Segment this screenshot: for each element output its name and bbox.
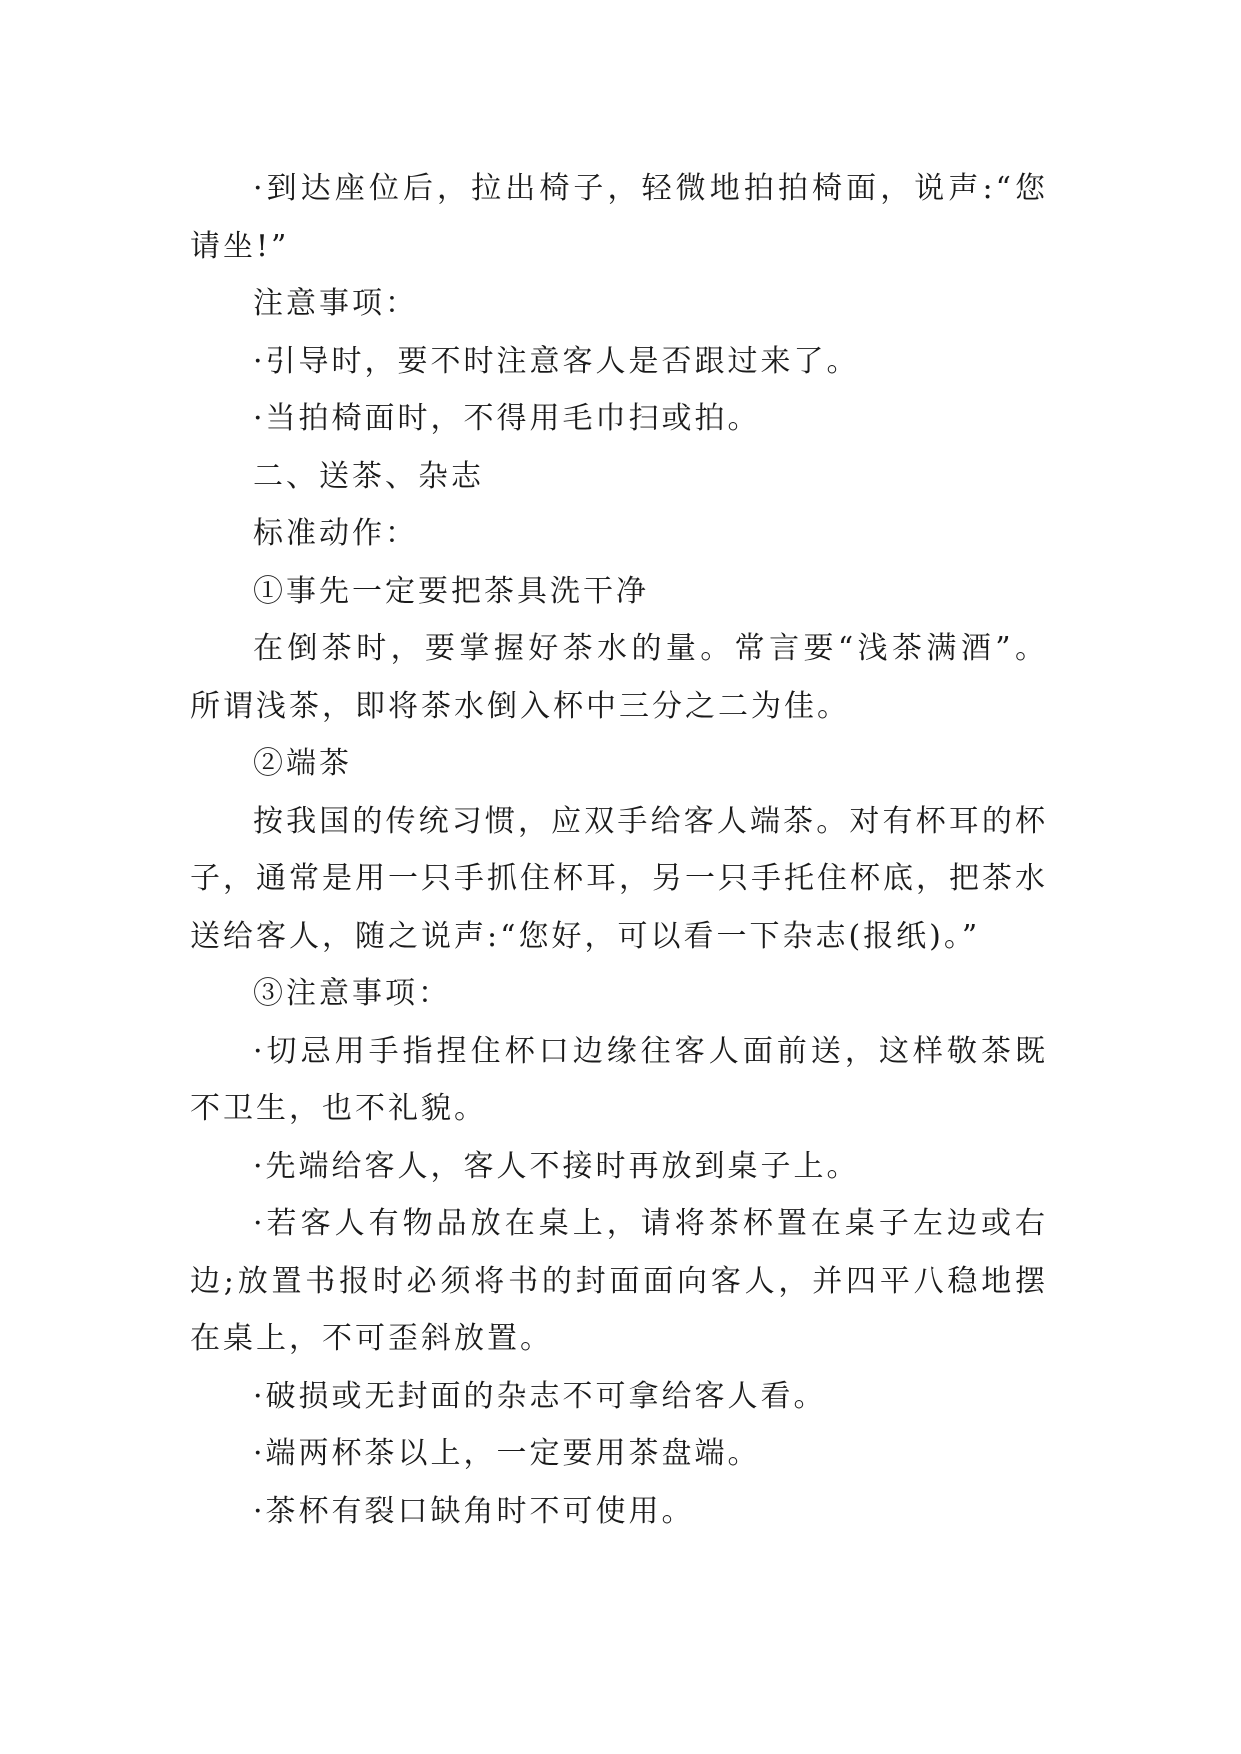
section-heading-tea-magazine: 二、送茶、杂志 [253, 458, 484, 494]
paragraph-serve-tea: 按我国的传统习惯，应双手给客人端茶。对有杯耳的杯子，通常是用一只手抓住杯耳，另一只手托住杯底，把茶水送给客人，随之说声:“您好，可以看一下杂志(报纸)。” [190, 803, 1048, 954]
paragraph-cup-rim-note: ·切忌用手指捏住杯口边缘往客人面前送，这样敬茶既不卫生，也不礼貌。 [190, 1033, 1048, 1126]
paragraph-placement-note: ·若客人有物品放在桌上，请将茶杯置在桌子左边或右边;放置书报时必须将书的封面面向客人，并四平八稳地摆在桌上，不可歪斜放置。 [190, 1206, 1048, 1356]
paragraph-pour-tea: 在倒茶时，要掌握好茶水的量。常言要“浅茶满酒”。所谓浅茶，即将茶水倒入杯中三分之二为佳。 [190, 631, 1048, 724]
paragraph-chair-note: ·当拍椅面时，不得用毛巾扫或拍。 [253, 401, 761, 436]
paragraph-cracked-cup-note: ·茶杯有裂口缺角时不可使用。 [253, 1493, 695, 1529]
paragraph-standard-action-heading: 标准动作： [253, 516, 418, 551]
document-body [190, 160, 1048, 1540]
paragraph-tray-note: ·端两杯茶以上，一定要用茶盘端。 [253, 1436, 761, 1471]
paragraph-hand-first-note: ·先端给客人，客人不接时再放到桌子上。 [253, 1148, 860, 1184]
paragraph-damaged-magazine-note: ·破损或无封面的杂志不可拿给客人看。 [253, 1378, 827, 1414]
paragraph-step-1: ①事先一定要把茶具洗干净 [253, 573, 649, 609]
paragraph-notes-heading: 注意事项： [253, 286, 418, 321]
paragraph-step-2: ②端茶 [253, 746, 352, 781]
paragraph-seat-arrival: ·到达座位后，拉出椅子，轻微地拍拍椅面，说声:“您请坐!” [190, 171, 1048, 264]
paragraph-step-3: ③注意事项： [253, 976, 451, 1011]
paragraph-guide-note: ·引导时，要不时注意客人是否跟过来了。 [253, 343, 860, 379]
